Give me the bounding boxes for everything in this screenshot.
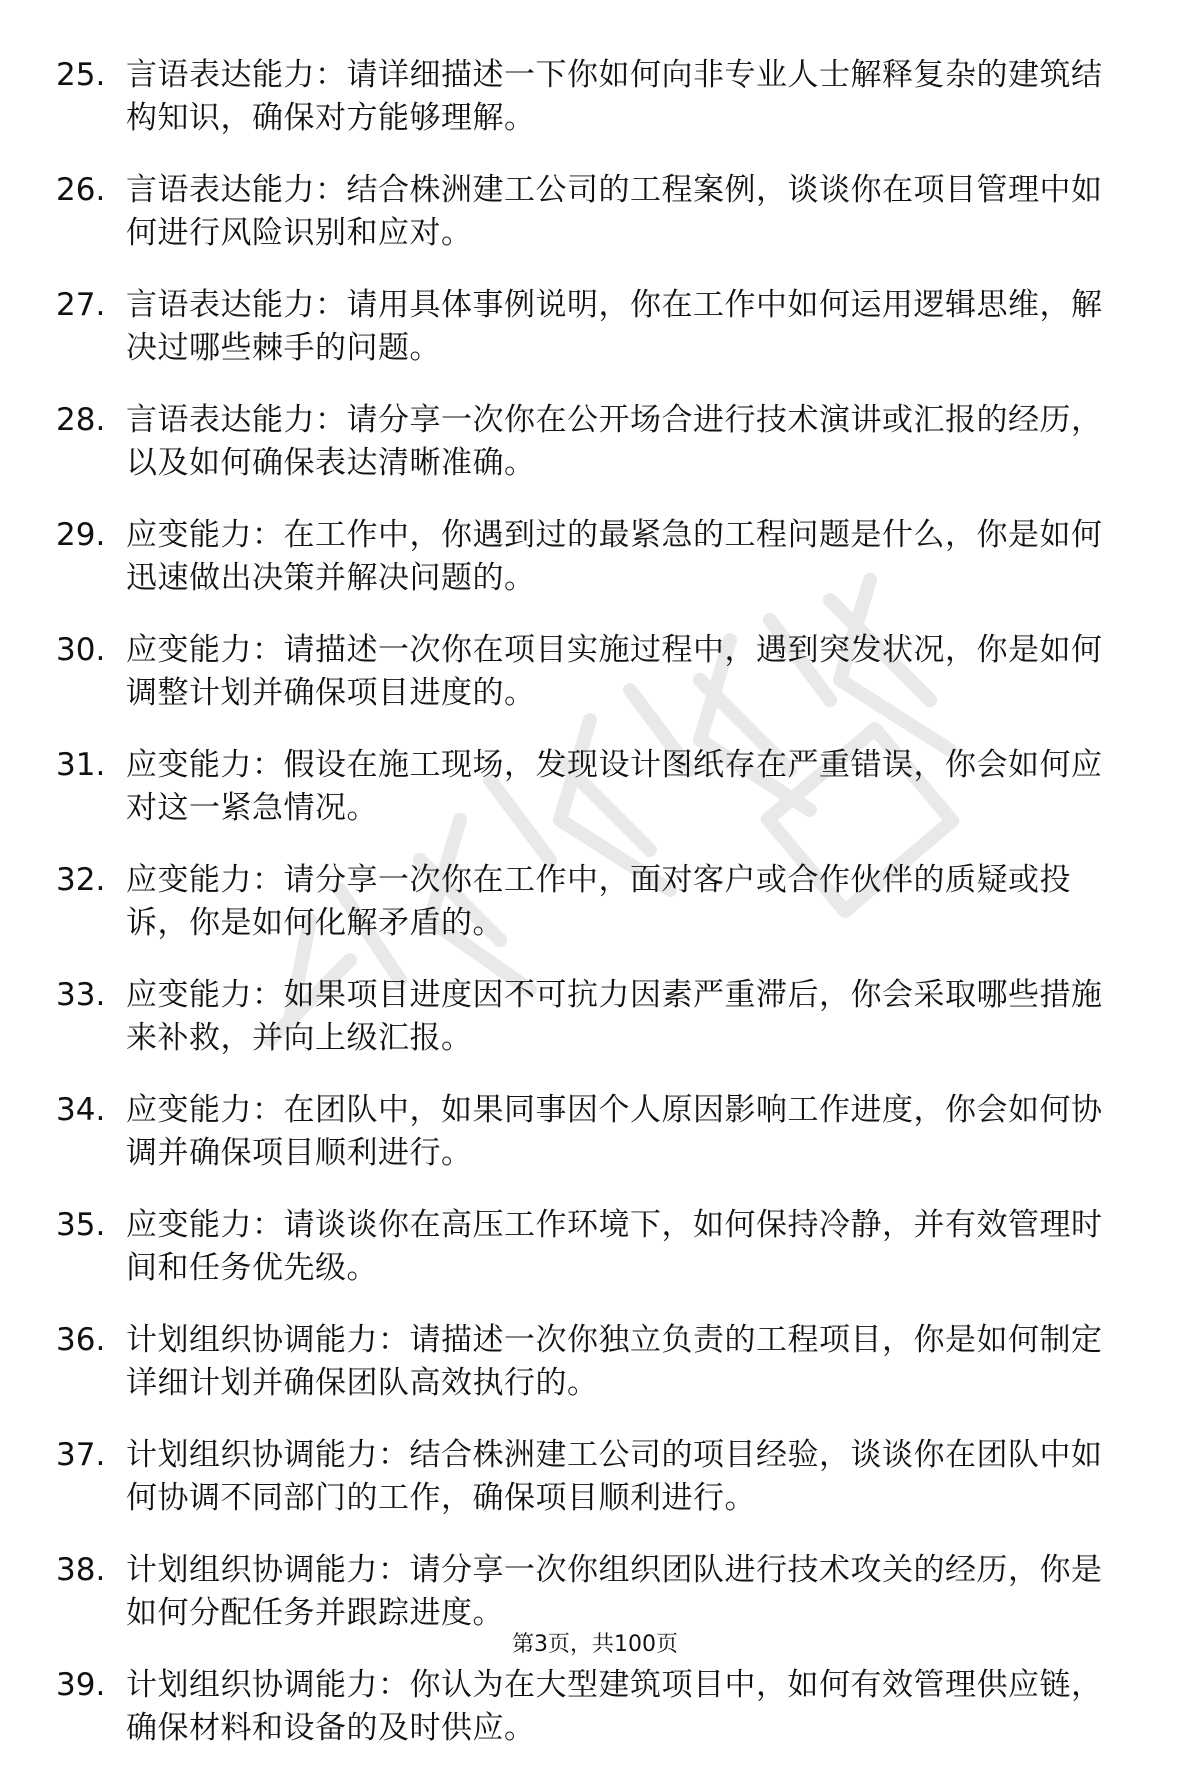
question-number: 31.: [56, 747, 106, 783]
question-number: 39.: [56, 1667, 106, 1703]
question-text: 应变能力：请描述一次你在项目实施过程中，遇到突发状况，你是如何调整计划并确保项目进度的。: [126, 632, 1103, 711]
list-item: [56, 974, 1106, 1060]
question-number: 32.: [56, 862, 106, 898]
question-number: 33.: [56, 977, 106, 1013]
question-text: 应变能力：假设在施工现场，发现设计图纸存在严重错误，你会如何应对这一紧急情况。: [126, 747, 1103, 826]
question-text: 应变能力：在工作中，你遇到过的最紧急的工程问题是什么，你是如何迅速做出决策并解决问题的。: [126, 517, 1103, 596]
question-number: 28.: [56, 402, 106, 438]
question-number: 27.: [56, 287, 106, 323]
list-item: [56, 629, 1106, 715]
question-text: 言语表达能力：结合株洲建工公司的工程案例，谈谈你在项目管理中如何进行风险识别和应对。: [126, 172, 1103, 251]
question-number: 36.: [56, 1322, 106, 1358]
list-item: [56, 1089, 1106, 1175]
question-number: 29.: [56, 517, 106, 553]
question-text: 计划组织协调能力：你认为在大型建筑项目中，如何有效管理供应链，确保材料和设备的及时供应。: [126, 1667, 1103, 1746]
question-text: 计划组织协调能力：结合株洲建工公司的项目经验，谈谈你在团队中如何协调不同部门的工作，确保项目顺利进行。: [126, 1437, 1103, 1516]
question-text: 应变能力：如果项目进度因不可抗力因素严重滞后，你会采取哪些措施来补救，并向上级汇报。: [126, 977, 1103, 1056]
question-list: [56, 54, 1106, 1779]
question-number: 37.: [56, 1437, 106, 1473]
question-text: 计划组织协调能力：请描述一次你独立负责的工程项目，你是如何制定详细计划并确保团队高效执行的。: [126, 1322, 1103, 1401]
list-item: [56, 54, 1106, 140]
list-item: [56, 1434, 1106, 1520]
list-item: [56, 1664, 1106, 1750]
question-number: 30.: [56, 632, 106, 668]
question-text: 应变能力：请分享一次你在工作中，面对客户或合作伙伴的质疑或投诉，你是如何化解矛盾的。: [126, 862, 1071, 941]
question-number: 26.: [56, 172, 106, 208]
question-text: 应变能力：在团队中，如果同事因个人原因影响工作进度，你会如何协调并确保项目顺利进行。: [126, 1092, 1103, 1171]
list-item: [56, 514, 1106, 600]
question-number: 25.: [56, 57, 106, 93]
page-number-footer: 第3页，共100页: [512, 1632, 678, 1657]
list-item: [56, 1319, 1106, 1405]
question-text: 应变能力：请谈谈你在高压工作环境下，如何保持冷静，并有效管理时间和任务优先级。: [126, 1207, 1103, 1286]
question-number: 34.: [56, 1092, 106, 1128]
question-text: 计划组织协调能力：请分享一次你组织团队进行技术攻关的经历，你是如何分配任务并跟踪进度。: [126, 1552, 1103, 1631]
question-text: 言语表达能力：请用具体事例说明，你在工作中如何运用逻辑思维，解决过哪些棘手的问题。: [126, 287, 1103, 366]
list-item: [56, 744, 1106, 830]
list-item: [56, 1204, 1106, 1290]
list-item: [56, 399, 1106, 485]
list-item: [56, 169, 1106, 255]
list-item: [56, 1549, 1106, 1635]
question-text: 言语表达能力：请详细描述一下你如何向非专业人士解释复杂的建筑结构知识，确保对方能够理解。: [126, 57, 1103, 136]
question-number: 35.: [56, 1207, 106, 1243]
question-text: 言语表达能力：请分享一次你在公开场合进行技术演讲或汇报的经历，以及如何确保表达清晰准确。: [126, 402, 1103, 481]
question-number: 38.: [56, 1552, 106, 1588]
list-item: [56, 859, 1106, 945]
list-item: [56, 284, 1106, 370]
